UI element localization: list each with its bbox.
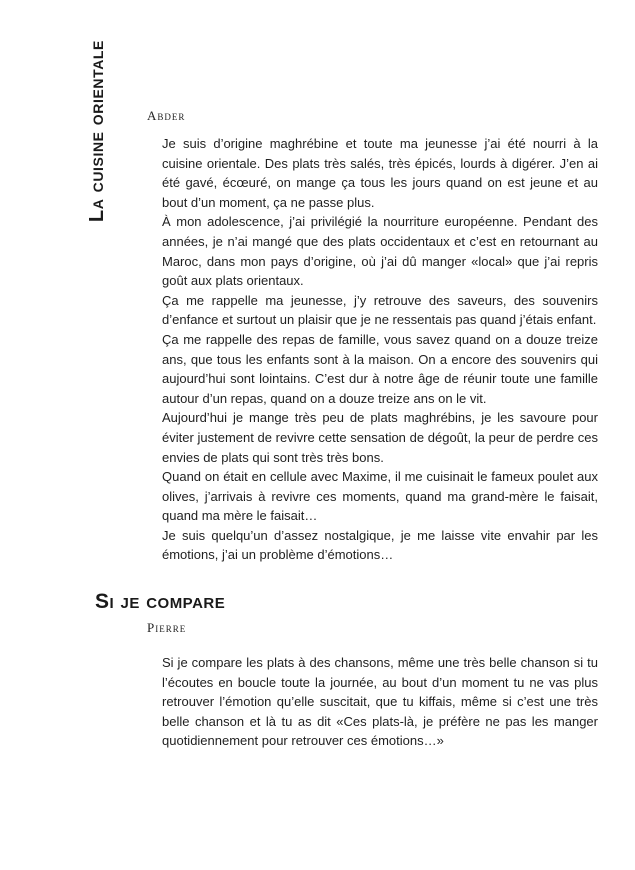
testimony-text [162,653,598,751]
section-title-vertical: La cuisine orientale [86,40,108,223]
paragraph: Je suis quelqu’un d’assez nostalgique, je me laisse vite envahir par les émotions, j’ai un problème d’émotions… [162,527,598,563]
testimony-text [162,134,598,565]
section-title: Si je compare [95,590,226,613]
paragraph: À mon adolescence, j’ai privilégié la nourriture européenne. Pendant des années, je n’ai mangé que des plats occidentaux et c’est en retournant au Maroc, dans mon pays d’origine, où j’ai dû manger «local» que j’ai repris goût aux plats orientaux. [162,214,598,289]
paragraph: Si je compare les plats à des chansons, même une très belle chanson si tu l’écoutes en boucle toute la journée, au bout d’un moment tu ne vas plus retrouver l’émotion qu’elle suscitait, que tu kiffais, même si c’est une très belle chanson et là tu as dit «Ces plats-là, je préfère ne pas les manger quotidiennement pour retrouver ces émotions…» [162,655,598,749]
paragraph: Ça me rappelle des repas de famille, vous savez quand on a douze treize ans, que tous les enfants sont à la maison. On a encore des souvenirs qui aujourd’hui sont lointains. C’est dur à notre âge de réunir toute une famille autour d’un repas, quand on a douze treize ans on le vit. [162,331,598,406]
paragraph: Je suis d’origine maghrébine et toute ma jeunesse j’ai été nourri à la cuisine orientale. Des plats très salés, très épicés, lourds à digérer. J’en ai été gavé, écœuré, on mange ça tous les jours quand on est jeune et au bout d’un moment, ça ne passe plus. [162,136,598,210]
author-name: Abder [147,108,186,123]
author-name: Pierre [147,620,187,635]
paragraph: Ça me rappelle ma jeunesse, j’y retrouve des saveurs, des souvenirs d’enfance et surtout un plaisir que je ne ressentais pas quand j’étais enfant. [162,292,598,328]
paragraph: Quand on était en cellule avec Maxime, il me cuisinait le fameux poulet aux olives, j’arrivais à revivre ces moments, quand ma grand-mère le faisait, quand ma mère le faisait… [162,469,598,524]
paragraph: Aujourd’hui je mange très peu de plats maghrébins, je les savoure pour éviter justement de revivre cette sensation de dégoût, la peur de perdre ces envies de plats qui sont très très bons. [162,410,598,465]
